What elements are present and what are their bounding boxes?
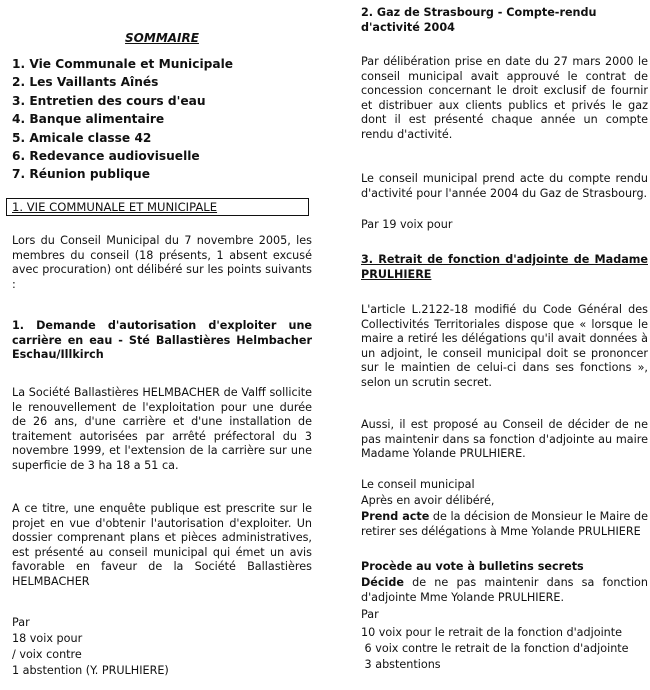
- prend-acte-label: Prend acte: [361, 510, 430, 523]
- section3-paragraph-2: Aussi, il est proposé au Conseil de décider de ne pas maintenir dans sa fonction d'adjointe au maire Madame Yolande PRULHIERE.: [361, 418, 648, 461]
- toc-item: 7. Réunion publique: [12, 167, 150, 182]
- section3-paragraph-1: L'article L.2122-18 modifié du Code Général des Collectivités Territoriales dispose que « lorsque le maire a retiré les délégations qu'il avait données à un adjoint, le conseil municipal doit se prononcer sur le maintien de celui-ci dans ses fonctions », selon un scrutin secret.: [361, 303, 648, 389]
- toc-item: 3. Entretien des cours d'eau: [12, 93, 206, 108]
- decide-text: de ne pas maintenir dans sa fonction d'adjointe Mme Yolande PRULHIERE.: [361, 576, 648, 604]
- vote-contre: / voix contre: [12, 648, 82, 661]
- procede-line: Procède au vote à bulletins secrets: [361, 560, 584, 573]
- section2-paragraph-1: Par délibération prise en date du 27 mars 2000 le conseil municipal avait approuvé le contrat de concession concernant le droit exclusif de fournir et distribuer aux clients publics et privés le gaz dont il est présenté chaque année un compte rendu d'activité.: [361, 55, 648, 141]
- section3-vote-3: 3 abstentions: [361, 658, 441, 671]
- section3-vote-2: 6 voix contre le retrait de la fonction d'adjointe: [361, 642, 629, 655]
- item1-paragraph-2: A ce titre, une enquête publique est prescrite sur le projet en vue d'obtenir l'autorisation d'exploiter. Un dossier comprenant plans et pièces administratives, est présenté au conseil municipal qui émet un avis favorable en faveur de la Société Ballastières HELMBACHER: [12, 502, 312, 588]
- section3-vote-1: 10 voix pour le retrait de la fonction d'adjointe: [361, 626, 623, 639]
- toc-item: 5. Amicale classe 42: [12, 130, 152, 145]
- section2-heading-line1: 2. Gaz de Strasbourg - Compte-rendu: [361, 6, 597, 19]
- decide-paragraph: [361, 576, 648, 605]
- intro-paragraph: Lors du Conseil Municipal du 7 novembre 2005, les membres du conseil (18 présents, 1 absent excusé avec procuration) ont délibéré sur les points suivants :: [12, 234, 312, 291]
- table-of-contents: [12, 55, 233, 184]
- vote-abstention: 1 abstention (Y. PRULHIERE): [12, 664, 169, 677]
- toc-item: 4. Banque alimentaire: [12, 112, 165, 127]
- prend-acte-paragraph: [361, 510, 648, 539]
- section-heading-box: [6, 198, 309, 216]
- section2-heading-line2: d'activité 2004: [361, 20, 455, 34]
- sommaire-title: SOMMAIRE: [125, 31, 199, 45]
- prend-acte-text: de la décision de Monsieur le Maire de retirer ses délégations à Mme Yolande PRULHIERE: [361, 510, 648, 538]
- vote-par: Par: [12, 616, 30, 629]
- apres-line: Après en avoir délibéré,: [361, 494, 495, 507]
- section3-par: Par: [361, 608, 379, 621]
- vote-pour: 18 voix pour: [12, 632, 83, 645]
- section2-heading: [361, 6, 648, 35]
- item1-paragraph: La Société Ballastières HELMBACHER de Valff sollicite le renouvellement de l'exploitation pour une durée de 26 ans, d'une carrière et d'une installation de traitement autorisées par arrêté préfectoral du 3 novembre 1999, et l'extension de la carrière sur une superficie de 3 ha 18 a 51 ca.: [12, 386, 312, 472]
- item1-heading: 1. Demande d'autorisation d'exploiter une carrière en eau - Sté Ballastières Helmbacher Eschau/Illkirch: [12, 319, 312, 362]
- section2-paragraph-2: Le conseil municipal prend acte du compte rendu d'activité pour l'année 2004 du Gaz de Strasbourg.: [361, 172, 648, 200]
- section3-heading: 3. Retrait de fonction d'adjointe de Madame PRULHIERE: [361, 253, 648, 281]
- section-heading: 1. VIE COMMUNALE ET MUNICIPALE: [12, 200, 218, 214]
- decide-label: Décide: [361, 576, 404, 589]
- toc-item: 1. Vie Communale et Municipale: [12, 57, 234, 71]
- section2-vote: Par 19 voix pour: [361, 218, 453, 231]
- conseil-line: Le conseil municipal: [361, 478, 475, 491]
- toc-item: 6. Redevance audiovisuelle: [12, 149, 200, 164]
- toc-item: 2. Les Vaillants Aînés: [12, 75, 159, 90]
